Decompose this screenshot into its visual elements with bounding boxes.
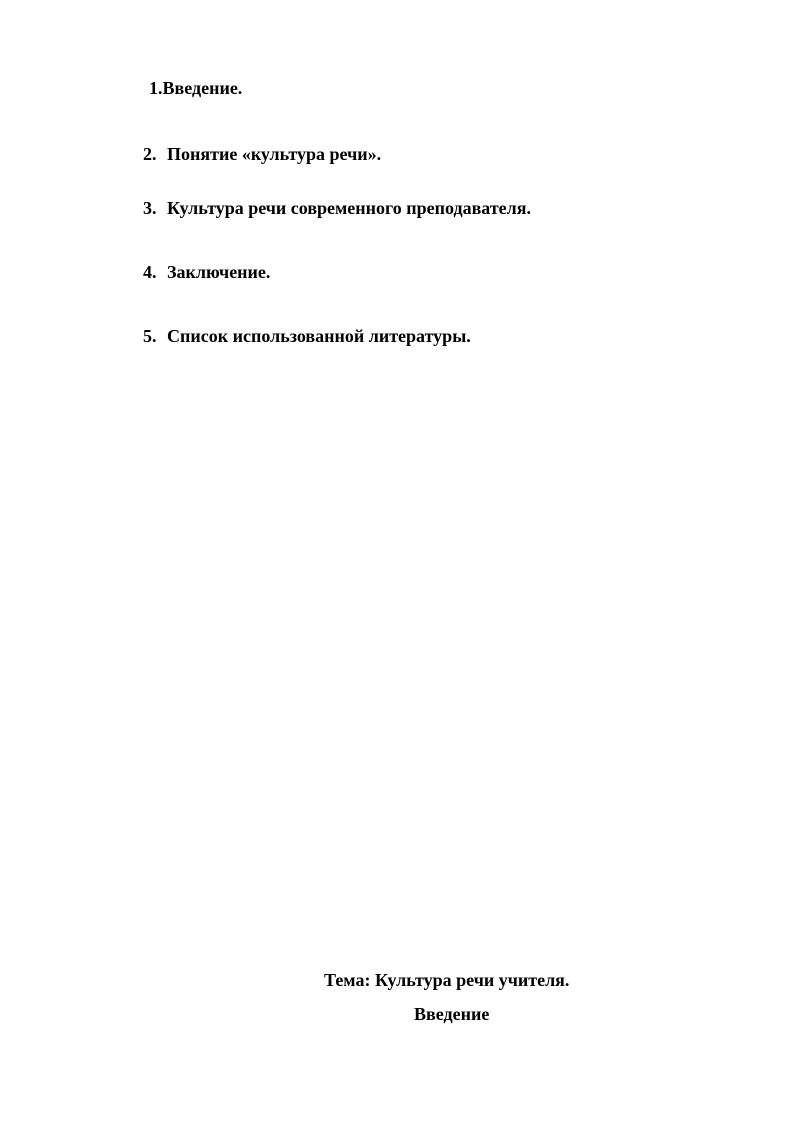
toc-item-label: Введение. bbox=[162, 78, 243, 98]
toc-item-label: Список использованной литературы. bbox=[167, 326, 471, 346]
toc-item-label: Культура речи современного преподавателя. bbox=[167, 198, 532, 218]
toc-item-number: 5. bbox=[143, 326, 157, 346]
toc-item-number: 2. bbox=[143, 144, 157, 164]
section-heading: Введение bbox=[414, 1004, 490, 1024]
toc-item-label: Понятие «культура речи». bbox=[167, 144, 382, 164]
toc-item-references bbox=[143, 325, 471, 347]
toc-item-concept bbox=[143, 143, 381, 165]
toc-item-number: 3. bbox=[143, 198, 157, 218]
topic-title: Тема: Культура речи учителя. bbox=[324, 970, 570, 990]
toc-item-number: 1. bbox=[149, 78, 163, 98]
toc-item-label: Заключение. bbox=[167, 262, 271, 282]
toc-item-introduction bbox=[149, 77, 242, 99]
toc-item-conclusion bbox=[143, 261, 270, 283]
toc-item-number: 4. bbox=[143, 262, 157, 282]
toc-item-modern-teacher bbox=[143, 197, 531, 219]
